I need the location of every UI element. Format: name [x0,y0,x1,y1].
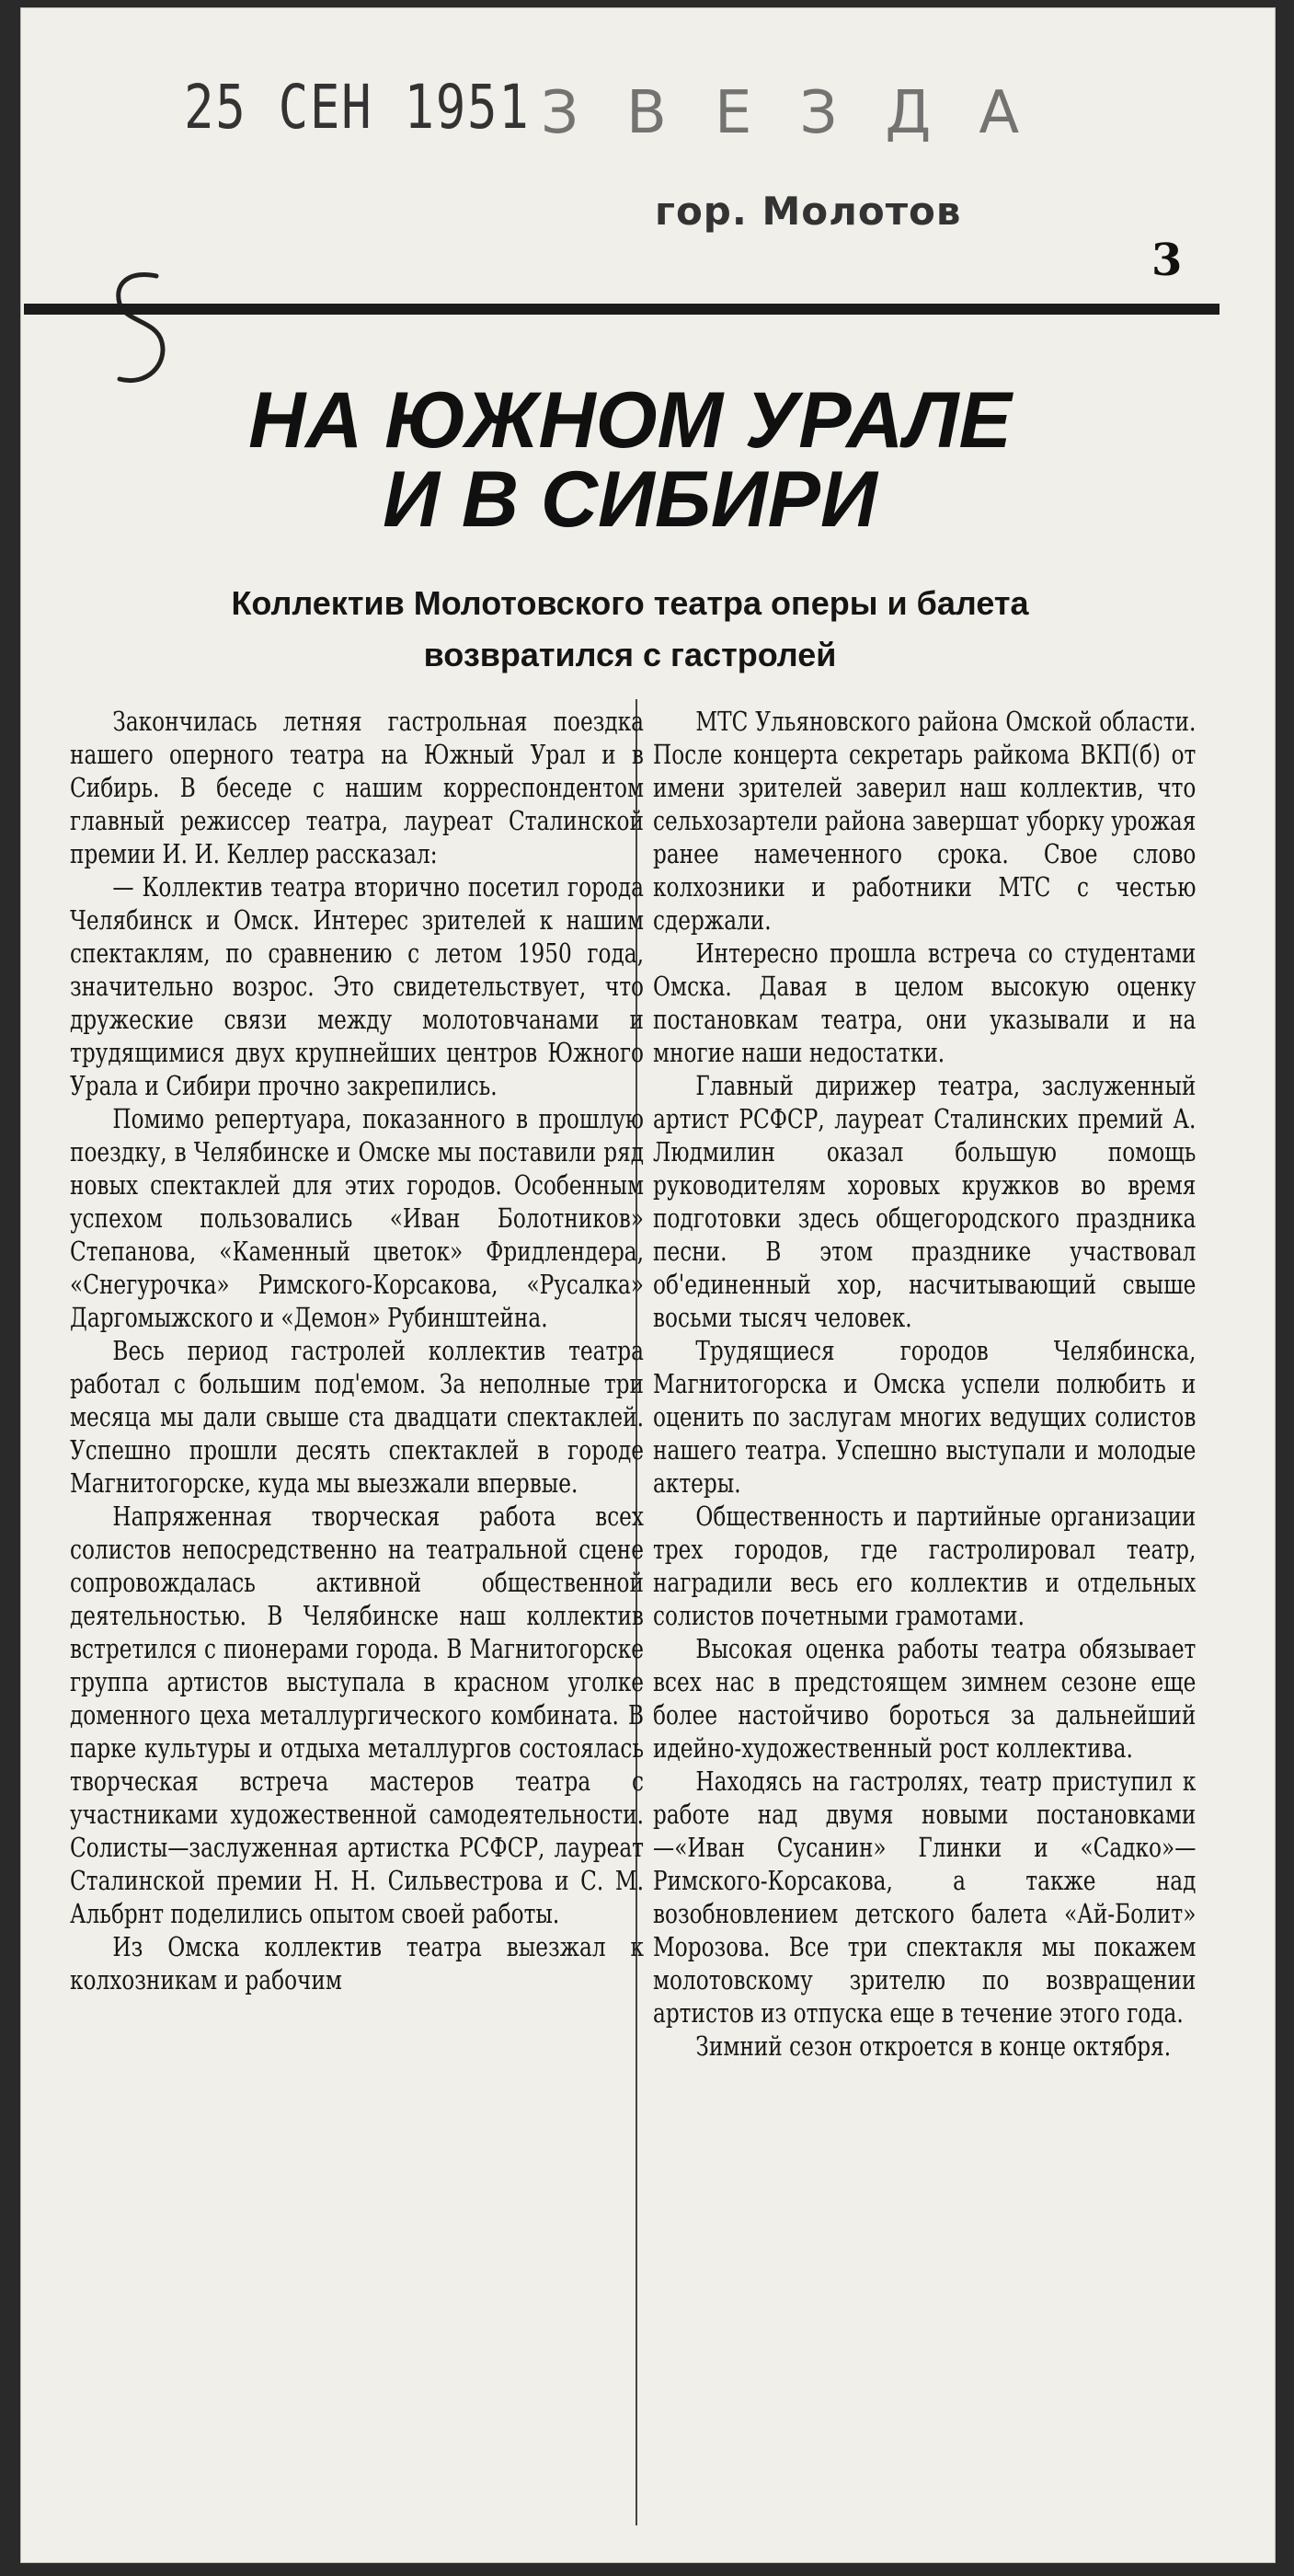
article-headline [92,376,1168,544]
paragraph: Находясь на гастролях, театр приступил к работе над двумя новыми постановками—«Иван Сусанин» Глинки и «Садко»—Римского-Корсакова, а также над возобновлением детского балета «Ай-Болит» Морозова. Все три спектакля мы покажем молотовскому зрителю по возвращении артистов из отпуска еще в течение этого года. [653,1765,1197,2029]
paragraph: МТС Ульяновского района Омской области. После концерта секретарь райкома ВКП(б) от имени зрителей заверил наш коллектив, что сельхозартели района завершат уборку урожая ранее намеченного срока. Свое слово колхозники и работники МТС с честью сдержали. [653,706,1197,936]
headline-line-1: НА ЮЖНОМ УРАЛЕ [248,376,1012,465]
paragraph: Общественность и партийные организации трех городов, где гастролировал театр, наградили весь его коллектив и отдельных солистов почетными грамотами. [653,1501,1197,1631]
paragraph: Высокая оценка работы театра обязывает всех нас в предстоящем зимнем сезоне еще более настойчиво бороться за дальнейший идейно-художественный рост коллектива. [653,1633,1197,1764]
subhead-line-1: Коллектив Молотовского театра оперы и балета [231,584,1029,622]
subhead-line-2: возвратился с гастролей [423,635,837,673]
paragraph: Интересно прошла встреча со студентами Омска. Давая в целом высокую оценку постановкам театра, они указывали и на многие наши недостатки. [653,937,1197,1068]
city-stamp: гор. Молотов [655,189,962,234]
headline-line-2: И В СИБИРИ [383,455,877,544]
paragraph: Трудящиеся городов Челябинска, Магнитогорска и Омска успели полюбить и оценить по заслугам многих ведущих солистов нашего театра. Успешно выступали и молодые актеры. [653,1335,1197,1499]
paragraph: Напряженная творческая работа всех солистов непосредственно на театральной сцене сопровождалась активной общественной деятельностью. В Челябинске наш коллектив встретился с пионерами города. В Магнитогорске группа артистов выступала в красном уголке доменного цеха металлургического комбината. В парке культуры и отдыха металлургов состоялась творческая встреча мастеров театра с участниками художественной самодеятельности. Солисты—заслуженная артистка РСФСР, лауреат Сталинской премии Н. Н. Сильвестрова и С. М. Альбрнт поделились опытом своей работы. [70,1501,644,1929]
article-column-1 [70,705,644,1996]
paragraph: Весь период гастролей коллектив театра работал с большим под'емом. За неполные три месяца мы дали свыше ста двадцати спектаклей. Успешно прошли десять спектаклей в городе Магнитогорске, куда мы выезжали впервые. [70,1335,644,1499]
paragraph: Из Омска коллектив театра выезжал к колхозникам и рабочим [70,1931,644,1995]
paragraph: Главный дирижер театра, заслуженный артист РСФСР, лауреат Сталинских премий А. Людмилин оказал большую помощь руководителям хоровых кружков во время подготовки здесь общегородского праздника песни. В этом празднике участвовал об'единенный хор, насчитывающий свыше восьми тысяч человек. [653,1070,1197,1333]
article-subhead [92,578,1168,681]
article-column-2 [653,705,1196,2063]
paragraph: Закончилась летняя гастрольная поездка нашего оперного театра на Южный Урал и в Сибирь. В беседе с нашим корреспондентом главный режиссер театра, лауреат Сталинской премии И. И. Келлер рассказал: [70,706,644,869]
paragraph: Помимо репертуара, показанного в прошлую поездку, в Челябинске и Омске мы поставили ряд новых спектаклей для этих городов. Особенным успехом пользовались «Иван Болотников» Степанова, «Каменный цветок» Фридлендера, «Снегурочка» Римского-Корсакова, «Русалка» Даргомыжского и «Демон» Рубинштейна. [70,1103,644,1333]
paragraph: Зимний сезон откроется в конце октября. [695,2030,1172,2062]
newspaper-name-stamp: ЗВЕЗДА [541,79,1068,147]
header-rule [24,304,1220,315]
page-number: 3 [1151,235,1183,286]
date-stamp: 25 СЕН 1951 [184,72,531,143]
paragraph: — Коллектив театра вторично посетил города Челябинск и Омск. Интерес зрителей к нашим спектаклям, по сравнению с летом 1950 года, значительно возрос. Это свидетельствует, что дружеские связи между молотовчанами и трудящимися двух крупнейших центров Южного Урала и Сибири прочно закрепились. [70,871,644,1101]
